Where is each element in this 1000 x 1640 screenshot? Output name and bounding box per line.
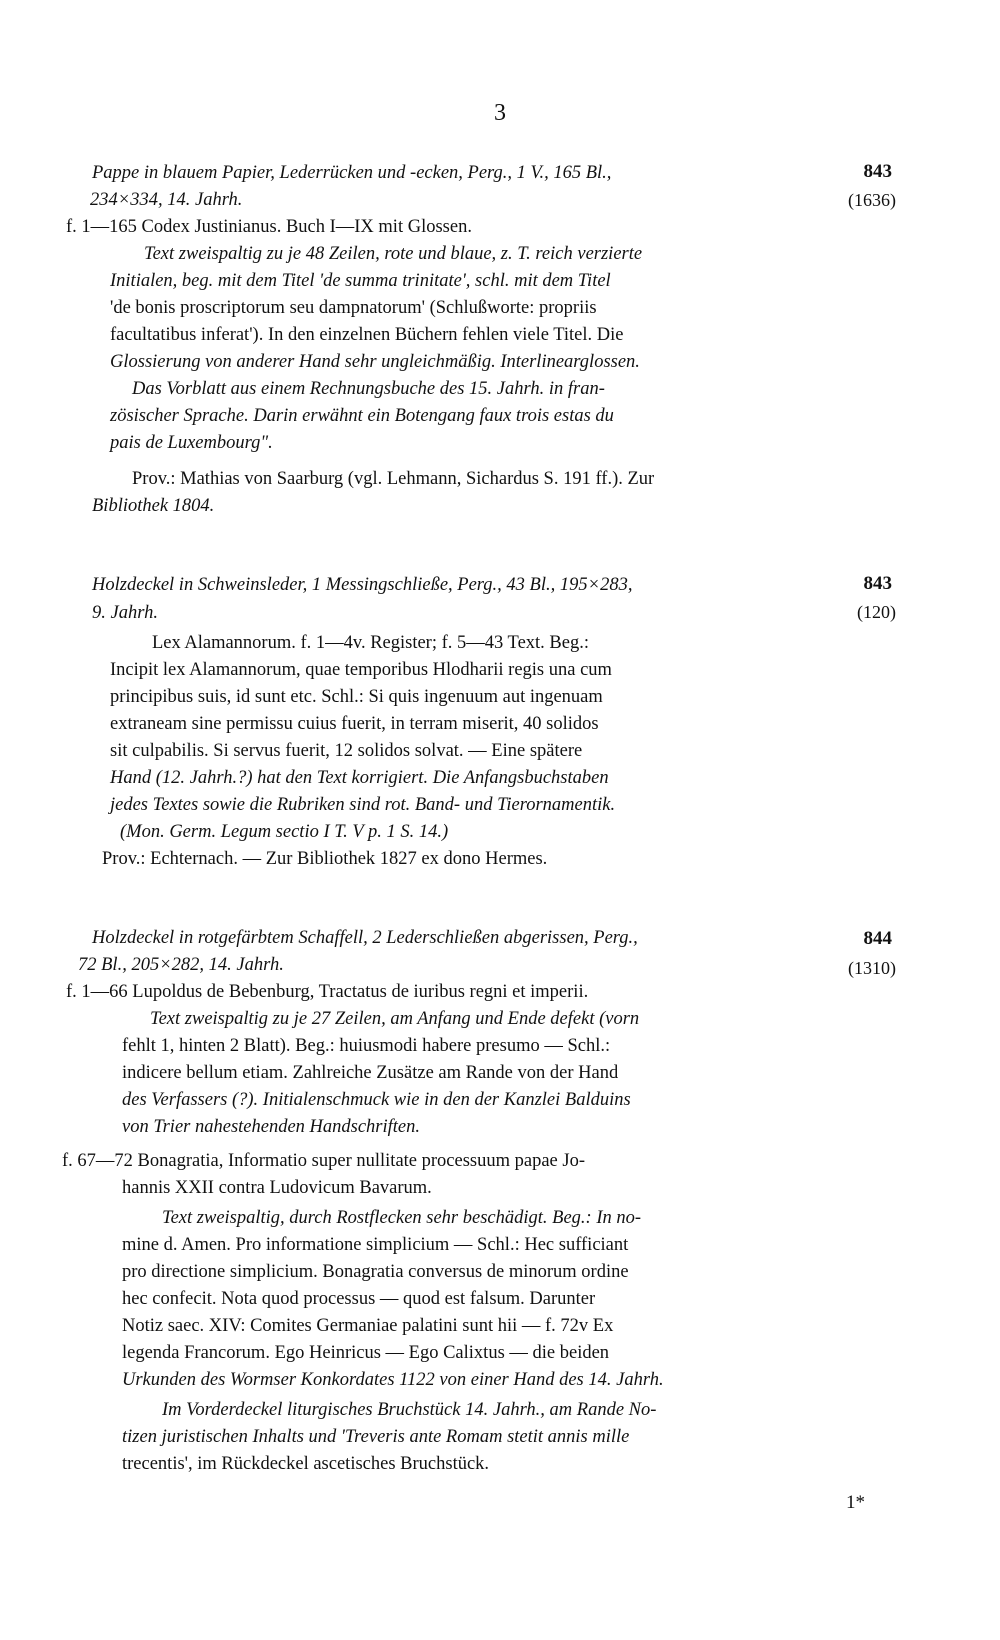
entry-line: indicere bellum etiam. Zahlreiche Zusätze am Rande von der Hand	[122, 1063, 619, 1083]
entry-line: Prov.: Mathias von Saarburg (vgl. Lehmann, Sichardus S. 191 ff.). Zur	[132, 469, 655, 489]
entry-line: 234×334, 14. Jahrh.	[90, 190, 243, 210]
entry-line: Initialen, beg. mit dem Titel 'de summa trinitate', schl. mit dem Titel	[110, 271, 611, 291]
entry-line: Holzdeckel in Schweinsleder, 1 Messingschließe, Perg., 43 Bl., 195×283,	[92, 575, 633, 595]
page-number: 3	[494, 100, 506, 126]
entry-line: mine d. Amen. Pro informatione simplicium — Schl.: Hec sufficiant	[122, 1235, 629, 1255]
entry-line: hannis XXII contra Ludovicum Bavarum.	[122, 1178, 432, 1198]
entry-line: principibus suis, id sunt etc. Schl.: Si quis ingenuum aut ingenuam	[110, 687, 603, 707]
entry-line: des Verfassers (?). Initialenschmuck wie in den der Kanzlei Balduins	[122, 1090, 631, 1110]
entry-line: Holzdeckel in rotgefärbtem Schaffell, 2 Lederschließen abgerissen, Perg.,	[92, 928, 638, 948]
entry-number: 843	[863, 161, 892, 182]
entry-line: Das Vorblatt aus einem Rechnungsbuche des 15. Jahrh. in fran-	[132, 379, 605, 399]
entry-line: f. 1—165 Codex Justinianus. Buch I—IX mit Glossen.	[66, 217, 472, 237]
entry-line: Pappe in blauem Papier, Lederrücken und -ecken, Perg., 1 V., 165 Bl.,	[92, 163, 612, 183]
entry-line: Glossierung von anderer Hand sehr ungleichmäßig. Interlinearglossen.	[110, 352, 640, 372]
entry-line: extraneam sine permissu cuius fuerit, in terram miserit, 40 solidos	[110, 714, 599, 734]
entry-line: tizen juristischen Inhalts und 'Treveris ante Romam stetit annis mille	[122, 1427, 630, 1447]
entry-line: facultatibus inferat'). In den einzelnen Büchern fehlen viele Titel. Die	[110, 325, 624, 345]
entry-line: hec confecit. Nota quod processus — quod est falsum. Darunter	[122, 1289, 596, 1309]
entry-line: f. 1—66 Lupoldus de Bebenburg, Tractatus de iuribus regni et imperii.	[66, 982, 589, 1002]
entry-line: legenda Francorum. Ego Heinricus — Ego Calixtus — die beiden	[122, 1343, 610, 1363]
footer-signature: 1*	[846, 1492, 865, 1513]
entry-line: fehlt 1, hinten 2 Blatt). Beg.: huiusmodi habere presumo — Schl.:	[122, 1036, 611, 1056]
entry-line: sit culpabilis. Si servus fuerit, 12 solidos solvat. — Eine spätere	[110, 741, 583, 761]
entry-line: Incipit lex Alamannorum, quae temporibus Hlodharii regis una cum	[110, 660, 612, 680]
entry-line: Lex Alamannorum. f. 1—4v. Register; f. 5—43 Text. Beg.:	[152, 633, 589, 653]
entry-line: trecentis', im Rückdeckel ascetisches Bruchstück.	[122, 1454, 490, 1474]
entry-line: Notiz saec. XIV: Comites Germaniae palatini sunt hii — f. 72v Ex	[122, 1316, 614, 1336]
entry-line: pais de Luxembourg".	[110, 433, 273, 453]
entry-line: Hand (12. Jahrh.?) hat den Text korrigiert. Die Anfangsbuchstaben	[110, 768, 609, 788]
entry-line: Im Vorderdeckel liturgisches Bruchstück 14. Jahrh., am Rande No-	[162, 1400, 657, 1420]
entry-line: zösischer Sprache. Darin erwähnt ein Botengang faux trois estas du	[110, 406, 614, 426]
entry-line: Text zweispaltig zu je 48 Zeilen, rote und blaue, z. T. reich verzierte	[144, 244, 643, 264]
entry-line: von Trier nahestehenden Handschriften.	[122, 1117, 421, 1137]
entry-line: Text zweispaltig, durch Rostflecken sehr beschädigt. Beg.: In no-	[162, 1208, 642, 1228]
entry-line: (Mon. Germ. Legum sectio I T. V p. 1 S. 14.)	[120, 822, 449, 842]
entry-number: 844	[863, 928, 892, 949]
entry-line: pro directione simplicium. Bonagratia conversus de minorum ordine	[122, 1262, 629, 1282]
entry-line: Text zweispaltig zu je 27 Zeilen, am Anfang und Ende defekt (vorn	[150, 1009, 640, 1029]
entry-line: Bibliothek 1804.	[92, 496, 215, 516]
entry-line: Urkunden des Wormser Konkordates 1122 von einer Hand des 14. Jahrh.	[122, 1370, 664, 1390]
entry-line: f. 67—72 Bonagratia, Informatio super nullitate processuum papae Jo-	[62, 1151, 585, 1171]
entry-line: 'de bonis proscriptorum seu dampnatorum' (Schlußworte: propriis	[110, 298, 597, 318]
entry-number: 843	[863, 573, 892, 594]
entry-count: (120)	[857, 602, 896, 622]
entry-line: Prov.: Echternach. — Zur Bibliothek 1827 ex dono Hermes.	[102, 849, 548, 869]
entry-line: 9. Jahrh.	[92, 603, 158, 623]
entry-count: (1636)	[848, 190, 896, 210]
entry-line: jedes Textes sowie die Rubriken sind rot. Band- und Tierornamentik.	[110, 795, 616, 815]
entry-line: 72 Bl., 205×282, 14. Jahrh.	[78, 955, 284, 975]
entry-count: (1310)	[848, 958, 896, 978]
